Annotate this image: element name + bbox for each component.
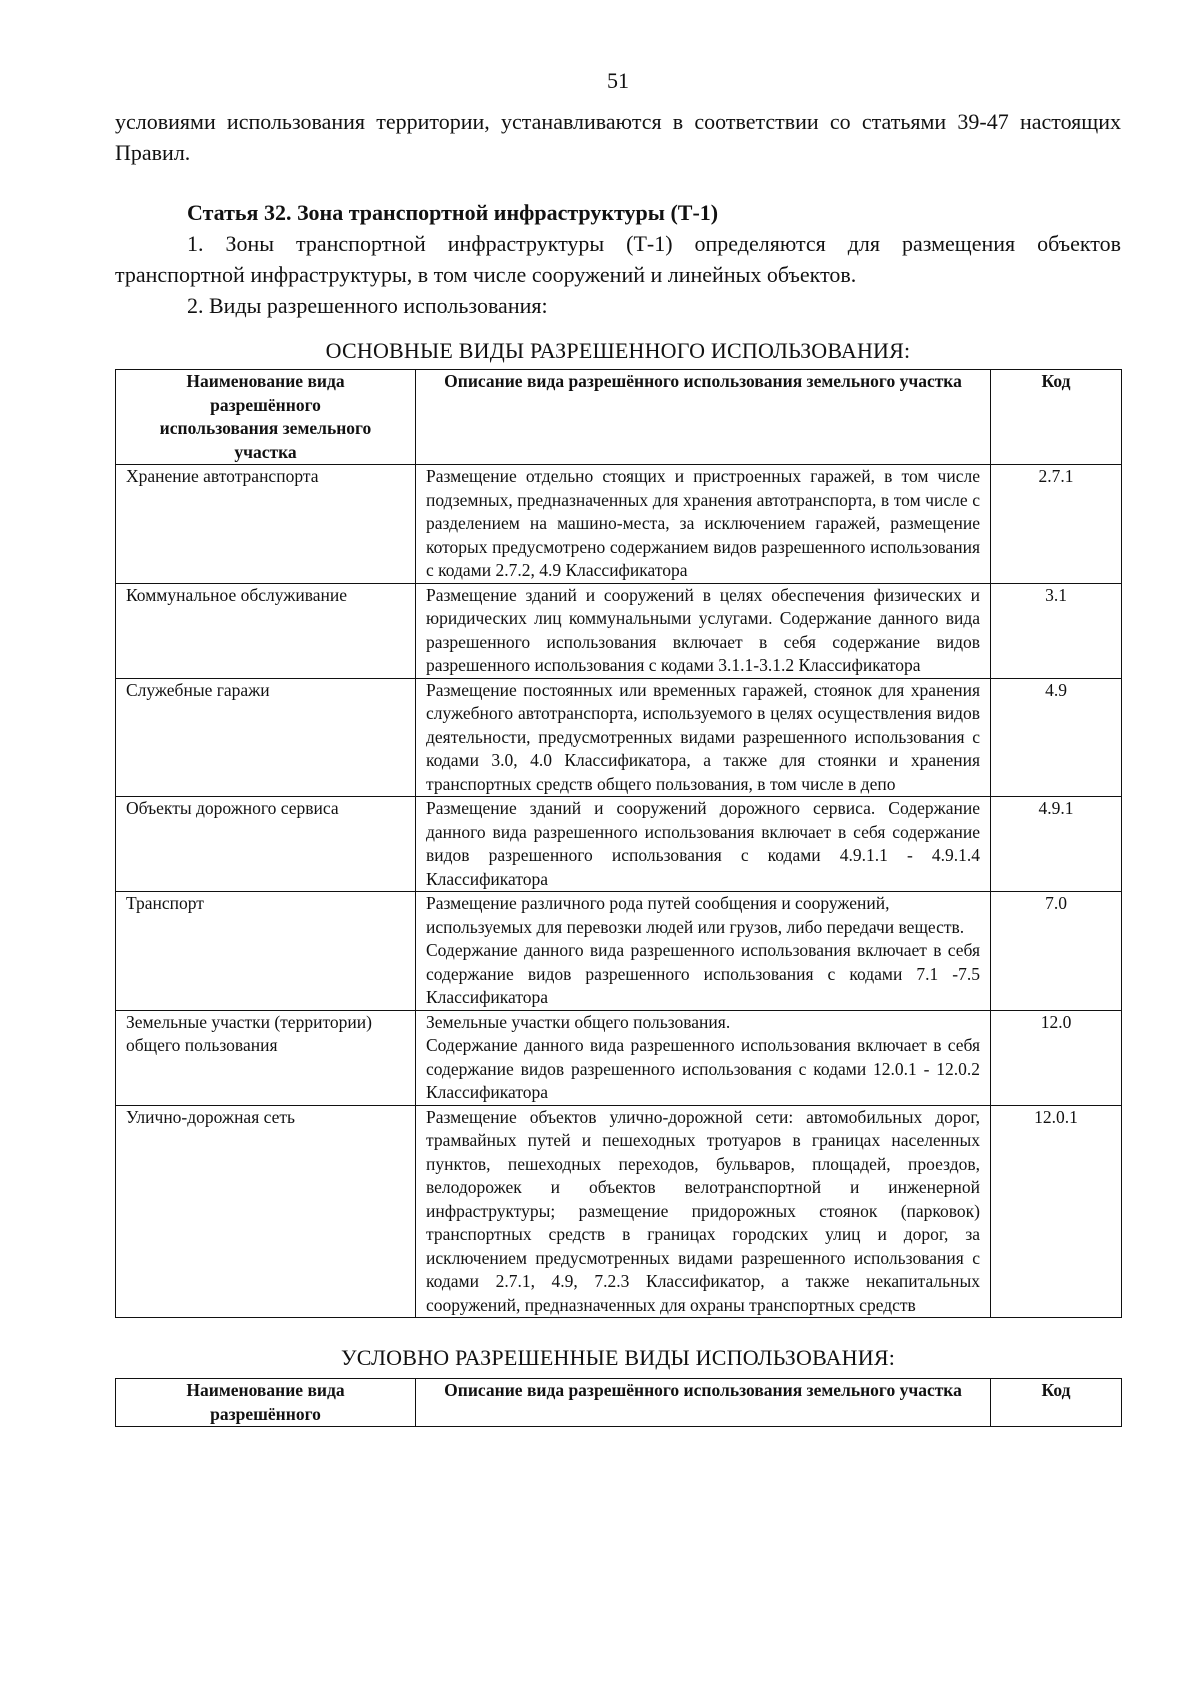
table-row (116, 1010, 1122, 1105)
row-name: Служебные гаражи (116, 678, 416, 797)
row-description: Размещение постоянных или временных гаражей, стоянок для хранения служебного автотранспорта, используемого в целях осуществления видов деятельности, предусмотренных видами разрешенного использования с кодами 3.0, 4.0 Классификатора, а также для стоянки и хранения транспортных средств общего пользования, в том числе в депо (416, 678, 991, 797)
row-code: 12.0.1 (991, 1105, 1122, 1318)
row-name: Хранение автотранспорта (116, 465, 416, 584)
row-code: 3.1 (991, 583, 1122, 678)
paragraph-2: 2. Виды разрешенного использования: (187, 293, 548, 318)
row-description-part: Земельные участки общего пользования. (426, 1011, 731, 1032)
row-description-part: Содержание данного вида разрешенного использования включает в себя содержание видов разрешенного использования с кодами 7.1 -7.5 Классификатора (426, 940, 980, 1007)
table-header-row (116, 370, 1122, 465)
row-code: 4.9 (991, 678, 1122, 797)
row-code: 2.7.1 (991, 465, 1122, 584)
intro-paragraph: условиями использования территории, устанавливаются в соответствии со статьями 39-47 настоящих Правил. (115, 109, 1121, 165)
row-name: Объекты дорожного сервиса (116, 797, 416, 892)
row-name: Земельные участки (территории) общего пользования (116, 1010, 416, 1105)
row-description-part: Размещение различного рода путей сообщения и сооружений, используемых для перевозки людей или грузов, либо передачи веществ. (426, 893, 965, 937)
main-uses-table (115, 369, 1122, 1318)
table-row (116, 1105, 1122, 1318)
row-description: Размещение отдельно стоящих и пристроенных гаражей, в том числе подземных, предназначенных для хранения автотранспорта, в том числе с разделением на машино-места, за исключением гаражей, размещение которых предусмотрено содержанием видов разрешенного использования с кодами 2.7.2, 4.9 Классификатора (416, 465, 991, 584)
row-description (416, 1010, 991, 1105)
header-code: Код (991, 1379, 1122, 1427)
header-description: Описание вида разрешённого использования земельного участка (416, 370, 991, 465)
row-description: Размещение объектов улично-дорожной сети: автомобильных дорог, трамвайных путей и пешеходных тротуаров в границах населенных пунктов, пешеходных переходов, бульваров, площадей, проездов, велодорожек и объектов велотранспортной и инженерной инфраструктуры; размещение придорожных стоянок (парковок) транспортных средств в границах городских улиц и дорог, за исключением предусмотренных видами разрешенного использования с кодами 2.7.1, 4.9, 7.2.3 Классификатор, а также некапитальных сооружений, предназначенных для охраны транспортных средств (416, 1105, 991, 1318)
header-code: Код (991, 370, 1122, 465)
conditional-uses-table (115, 1378, 1122, 1427)
row-code: 12.0 (991, 1010, 1122, 1105)
table-row (116, 797, 1122, 892)
header-name: Наименование вида разрешённого (116, 1379, 416, 1427)
row-name: Улично-дорожная сеть (116, 1105, 416, 1318)
main-table-title: ОСНОВНЫЕ ВИДЫ РАЗРЕШЕННОГО ИСПОЛЬЗОВАНИЯ: (325, 338, 911, 363)
row-description: Размещение зданий и сооружений дорожного сервиса. Содержание данного вида разрешенного использования включает в себя содержание видов разрешенного использования с кодами 4.9.1.1 - 4.9.1.4 Классификатора (416, 797, 991, 892)
header-description: Описание вида разрешённого использования земельного участка (416, 1379, 991, 1427)
page-number: 51 (607, 68, 629, 93)
row-description: Размещение зданий и сооружений в целях обеспечения физических и юридических лиц коммунальными услугами. Содержание данного вида разрешенного использования включает в себя содержание видов разрешенного использования с кодами 3.1.1-3.1.2 Классификатора (416, 583, 991, 678)
row-code: 7.0 (991, 892, 1122, 1011)
document-page (115, 68, 1121, 1427)
table-row (116, 465, 1122, 584)
paragraph-1: 1. Зоны транспортной инфраструктуры (Т-1) определяются для размещения объектов транспортной инфраструктуры, в том числе сооружений и линейных объектов. (115, 231, 1121, 287)
table-row (116, 678, 1122, 797)
row-description-part: Содержание данного вида разрешенного использования включает в себя содержание видов разрешенного использования с кодами 12.0.1 - 12.0.2 Классификатора (426, 1035, 980, 1102)
table-header-row (116, 1379, 1122, 1427)
table-row (116, 583, 1122, 678)
row-description (416, 892, 991, 1011)
table-row (116, 892, 1122, 1011)
header-name: Наименование вида разрешённого использования земельного участка (116, 370, 416, 465)
article-heading: Статья 32. Зона транспортной инфраструктуры (Т-1) (187, 200, 719, 225)
row-name: Коммунальное обслуживание (116, 583, 416, 678)
row-name: Транспорт (116, 892, 416, 1011)
conditional-table-title: УСЛОВНО РАЗРЕШЕННЫЕ ВИДЫ ИСПОЛЬЗОВАНИЯ: (340, 1345, 896, 1370)
row-code: 4.9.1 (991, 797, 1122, 892)
